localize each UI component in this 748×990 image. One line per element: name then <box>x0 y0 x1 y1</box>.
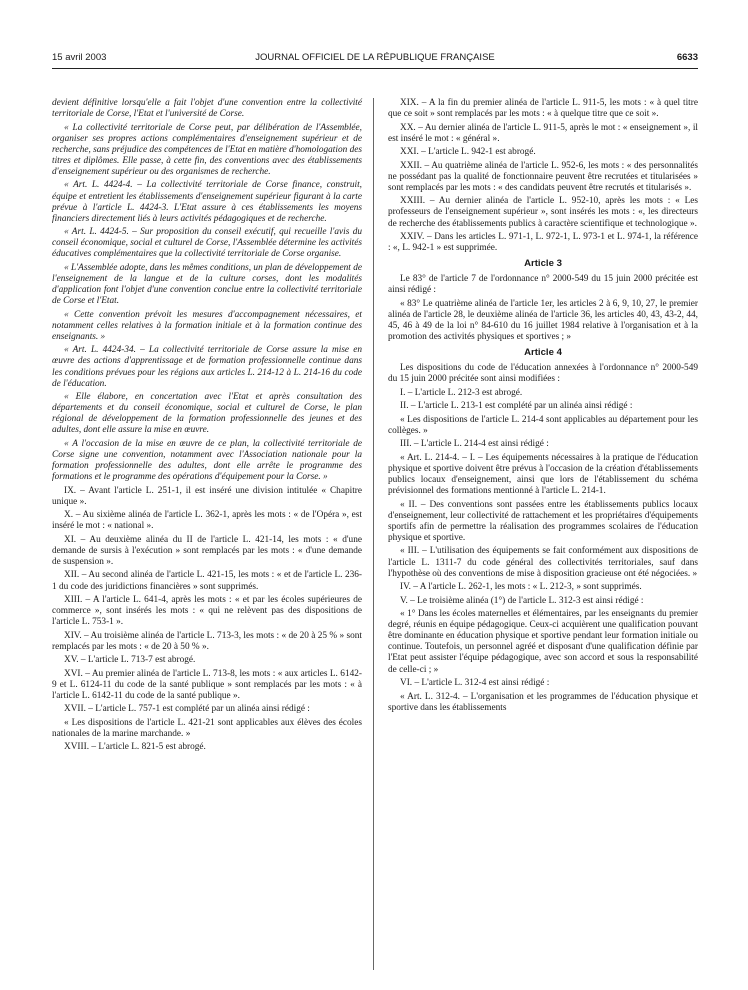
header-rule <box>52 68 698 69</box>
paragraph: X. – Au sixième alinéa de l'article L. 362-1, après les mots : « de l'Opéra », est inséré le mot : « national ». <box>52 510 362 532</box>
paragraph: XIV. – Au troisième alinéa de l'article L. 713-3, les mots : « de 20 à 25 % » sont remplacés par les mots : « de 20 à 50 % ». <box>52 630 362 652</box>
paragraph: XXIII. – Au dernier alinéa de l'article L. 952-10, après les mots : « Les professeurs de l'enseignement supérieur », sont insérés les mots : «, les directeurs de recherche des établissements publics à caractère scientifique et technologique ». <box>388 196 698 229</box>
paragraph: Le 83° de l'article 7 de l'ordonnance n° 2000-549 du 15 juin 2000 précitée est ainsi rédigé : <box>388 274 698 296</box>
header-title: JOURNAL OFFICIEL DE LA RÉPUBLIQUE FRANÇAISE <box>255 52 495 63</box>
paragraph: XXIV. – Dans les articles L. 971-1, L. 972-1, L. 973-1 et L. 974-1, la référence : «, L. 942-1 » est supprimée. <box>388 231 698 254</box>
column-divider <box>373 98 374 970</box>
paragraph: « L'Assemblée adopte, dans les mêmes conditions, un plan de développement de l'enseignement de la langue et de la culture corses, dont les modalités d'application font l'objet d'une convention conclue entre la collectivité territoriale de Corse et l'Etat. <box>52 262 362 307</box>
paragraph: « 1° Dans les écoles maternelles et élémentaires, par les enseignants du premier degré, réunis en équipe pédagogique. Ceux-ci acquièrent une qualification pouvant être dominante en éducation physique et sportive pendant leur formation initiale ou continue. Toutefois, un personnel agréé et disposant d'une qualification définie par l'Etat peut assister l'équipe pédagogique, avec son accord et sous la responsabilité de celle-ci ; » <box>388 609 698 675</box>
paragraph: « Art. L. 4424-4. – La collectivité territoriale de Corse finance, construit, équipe et entretient les établissements d'enseignement supérieur figurant à la carte prévue à l'article L. 4424-3. L'Etat assure à ces établissements les moyens financiers directement liés à leurs activités pédagogiques et de recherche. <box>52 180 362 224</box>
paragraph: « Art. L. 4424-34. – La collectivité territoriale de Corse assure la mise en œuvre des actions d'apprentissage et de formation professionnelle continue dans les conditions prévues pour les régions aux articles L. 214-12 à L. 214-16 du code de l'éducation. <box>52 345 362 389</box>
header-date: 15 avril 2003 <box>52 52 107 63</box>
paragraph: « Les dispositions de l'article L. 421-21 sont applicables aux élèves des écoles nationales de la marine marchande. » <box>52 717 362 739</box>
paragraph: I. – L'article L. 212-3 est abrogé. <box>400 387 523 398</box>
paragraph: « III. – L'utilisation des équipements se fait conformément aux dispositions de l'article L. 1311-7 du code général des collectivités territoriales, sauf dans l'hypothèse où des conventions de mise à disposition gracieuse ont été négociées. » <box>388 546 698 579</box>
paragraph: IV. – A l'article L. 262-1, les mots : « L. 212-3, » sont supprimés. <box>400 582 642 593</box>
paragraph: « Art. L. 4424-5. – Sur proposition du conseil exécutif, qui recueille l'avis du conseil économique, social et culturel de Corse, l'Assemblée détermine les activités éducatives complémentaires que la collectivité territoriale de Corse organise. <box>52 227 362 260</box>
paragraph: VI. – L'article L. 312-4 est ainsi rédigé : <box>400 678 550 689</box>
paragraph: IX. – Avant l'article L. 251-1, il est inséré une division intitulée « Chapitre unique ». <box>52 485 362 507</box>
paragraph: XX. – Au dernier alinéa de l'article L. 911-5, après le mot : « enseignement », il est inséré le mot : « général ». <box>388 122 698 144</box>
paragraph: XVI. – Au premier alinéa de l'article L. 713-8, les mots : « aux articles L. 6142-9 et L. 6124-11 du code de la santé publique » sont remplacés par les mots : « à l'article L. 6142-11 du code de la santé publique ». <box>52 668 362 701</box>
paragraph: « Les dispositions de l'article L. 214-4 sont applicables au département pour les collèges. » <box>388 414 698 436</box>
paragraph: XVII. – L'article L. 757-1 est complété par un alinéa ainsi rédigé : <box>64 704 310 715</box>
paragraph: « 83° Le quatrième alinéa de l'article 1er, les articles 2 à 6, 9, 10, 27, le premier alinéa de l'article 28, le deuxième alinéa de l'article 36, les articles 40, 43, 43-2, 44, 45, 46 à 49 de la loi n° 84-610 du 16 juillet 1984 relative à l'organisation et à la promotion des activités physiques et sportives ; » <box>388 298 698 343</box>
paragraph: II. – L'article L. 213-1 est complété par un alinéa ainsi rédigé : <box>400 401 633 412</box>
paragraph: XIII. – A l'article L. 641-4, après les mots : « et par les écoles supérieures de commerce », sont insérés les mots : « qui ne relèvent pas des dispositions de l'article L. 753-1 ». <box>52 595 362 628</box>
paragraph: devient définitive lorsqu'elle a fait l'objet d'une convention entre la collectivité territoriale de Corse, l'Etat et l'université de Corse. <box>52 98 362 120</box>
article-heading: Article 4 <box>524 347 562 359</box>
paragraph: XXII. – Au quatrième alinéa de l'article L. 952-6, les mots : « des personnalités ne possédant pas la qualité de fonctionnaire peuvent être recrutées et titularisées » sont remplacés par les mots : « des candidats peuvent être recrutés et titularisés ». <box>388 160 698 193</box>
paragraph: « Art. L. 214-4. – I. – Les équipements nécessaires à la pratique de l'éducation physique et sportive doivent être prévus à l'occasion de la création d'établissements publics locaux d'enseignement, ainsi que lors de l'établissement du schéma prévisionnel des formations mentionné à l'article L. 214-1. <box>388 452 698 497</box>
right-column <box>388 98 698 716</box>
paragraph: XII. – Au second alinéa de l'article L. 421-15, les mots : « et de l'article L. 236-1 du code des juridictions financières » sont supprimés. <box>52 570 362 592</box>
paragraph: « II. – Des conventions sont passées entre les établissements publics locaux d'enseignement, leur collectivité de rattachement et les propriétaires d'équipements sportifs afin de permettre la réalisation des programmes scolaires de l'éducation physique et sportive. <box>388 499 698 543</box>
paragraph: « La collectivité territoriale de Corse peut, par délibération de l'Assemblée, organiser ses propres actions complémentaires d'enseignement supérieur et de recherche, sans préjudice des compétences de l'Etat en matière d'homologation des titres et diplômes. Elle passe, à cette fin, des conventions avec des établissements d'enseignement supérieur ou des organismes de recherche. <box>52 122 362 177</box>
paragraph: « A l'occasion de la mise en œuvre de ce plan, la collectivité territoriale de Corse signe une convention, notamment avec l'Association nationale pour la formation professionnelle des adultes, dont elle arrête le programme des formations et le programme des opérations d'équipement pour la Corse. » <box>52 438 362 483</box>
paragraph: XI. – Au deuxième alinéa du II de l'article L. 421-14, les mots : « d'une demande de sursis à l'exécution » sont remplacés par les mots : « d'une demande de suspension ». <box>52 534 362 567</box>
paragraph: « Elle élabore, en concertation avec l'Etat et après consultation des départements et du conseil économique, social et culturel de Corse, le plan régional de développement de la formation professionnelle des jeunes et des adultes, dont elle assure la mise en œuvre. <box>52 392 362 436</box>
header-page-number: 6633 <box>676 52 698 63</box>
left-column <box>52 98 362 756</box>
paragraph: XVIII. – L'article L. 821-5 est abrogé. <box>64 742 206 753</box>
paragraph: Les dispositions du code de l'éducation annexées à l'ordonnance n° 2000-549 du 15 juin 2000 précitée sont ainsi modifiées : <box>388 363 698 385</box>
paragraph: XXI. – L'article L. 942-1 est abrogé. <box>400 147 536 158</box>
page-header <box>52 52 698 68</box>
paragraph: XIX. – A la fin du premier alinéa de l'article L. 911-5, les mots : « à quel titre que ce soit » sont remplacés par les mots : « à quelque titre que ce soit ». <box>388 98 698 120</box>
paragraph: V. – Le troisième alinéa (1°) de l'article L. 312-3 est ainsi rédigé : <box>400 595 644 606</box>
paragraph: « Cette convention prévoit les mesures d'accompagnement nécessaires, et notamment celles relatives à la formation initiale et à la formation continue des enseignants. » <box>52 309 362 342</box>
paragraph: XV. – L'article L. 713-7 est abrogé. <box>64 655 196 666</box>
paragraph: III. – L'article L. 214-4 est ainsi rédigé : <box>400 439 549 450</box>
article-heading: Article 3 <box>524 258 562 270</box>
paragraph: « Art. L. 312-4. – L'organisation et les programmes de l'éducation physique et sportive dans les établissements <box>388 691 698 713</box>
